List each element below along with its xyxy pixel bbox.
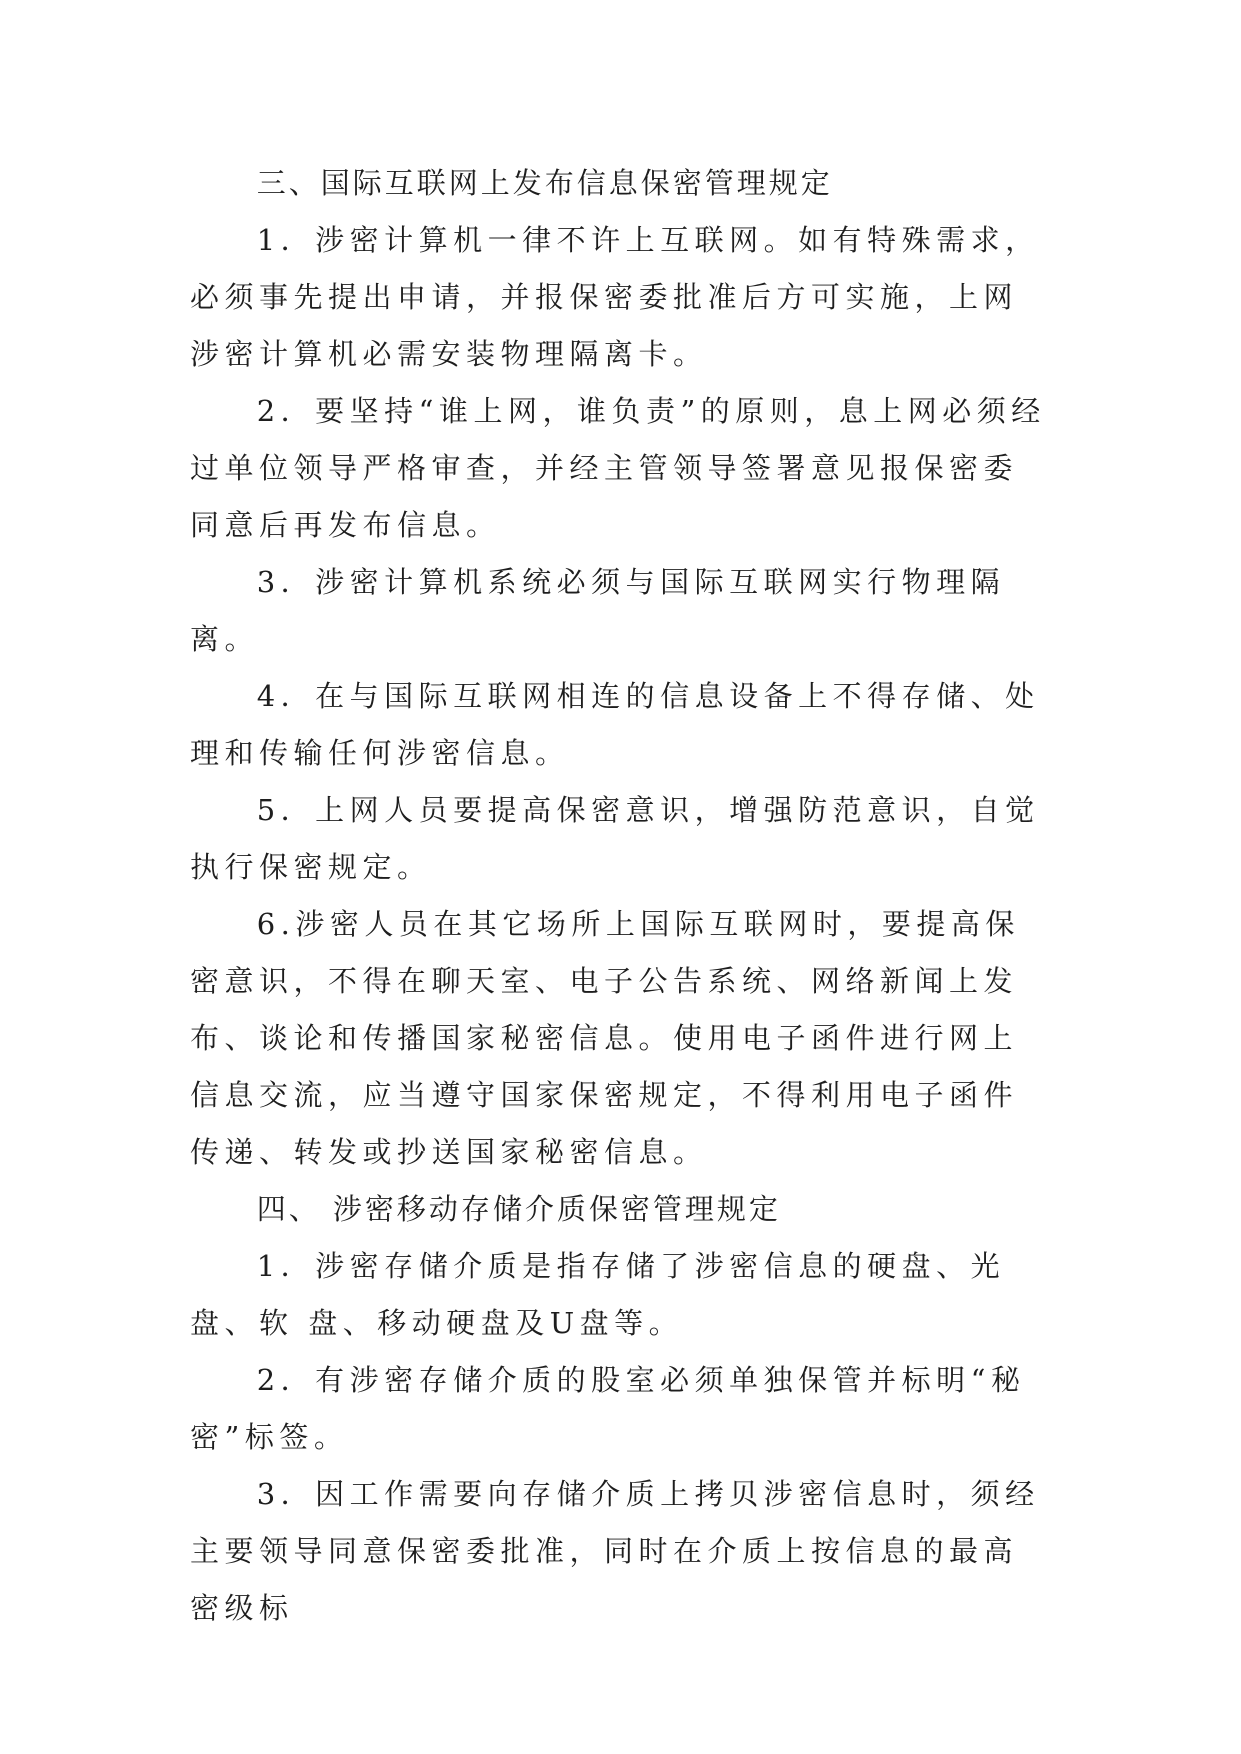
document-body [190, 155, 1050, 1637]
section-4-item-1: 1．涉密存储介质是指存储了涉密信息的硬盘、光盘、软 盘、移动硬盘及U盘等。 [190, 1249, 1006, 1340]
section-3-heading: 三、国际互联网上发布信息保密管理规定 [256, 166, 833, 200]
section-3-item-6: 6.涉密人员在其它场所上国际互联网时，要提高保密意识，不得在聊天室、电子公告系统、网络新闻上发布、谈论和传播国家秘密信息。使用电子函件进行网上信息交流，应当遵守国家保密规定，不得利用电子函件传递、转发或抄送国家秘密信息。 [190, 907, 1020, 1169]
section-4-item-3: 3．因工作需要向存储介质上拷贝涉密信息时，须经主要领导同意保密委批准，同时在介质上按信息的最高密级标 [190, 1477, 1040, 1625]
section-3-item-1: 1．涉密计算机一律不许上互联网。如有特殊需求，必须事先提出申请，并报保密委批准后方可实施，上网涉密计算机必需安装物理隔离卡。 [190, 223, 1040, 371]
section-3-item-2: 2．要坚持“谁上网，谁负责”的原则，息上网必须经过单位领导严格审查，并经主管领导签署意见报保密委同意后再发布信息。 [190, 394, 1046, 542]
section-4-item-2: 2．有涉密存储介质的股室必须单独保管并标明“秘密”标签。 [190, 1363, 1026, 1454]
section-3-item-5: 5．上网人员要提高保密意识，增强防范意识，自觉执行保密规定。 [190, 793, 1040, 884]
section-4-heading: 四、 涉密移动存储介质保密管理规定 [256, 1192, 781, 1226]
section-3-item-4: 4．在与国际互联网相连的信息设备上不得存储、处理和传输任何涉密信息。 [190, 679, 1040, 770]
section-3-item-3: 3．涉密计算机系统必须与国际互联网实行物理隔离。 [190, 565, 1006, 656]
